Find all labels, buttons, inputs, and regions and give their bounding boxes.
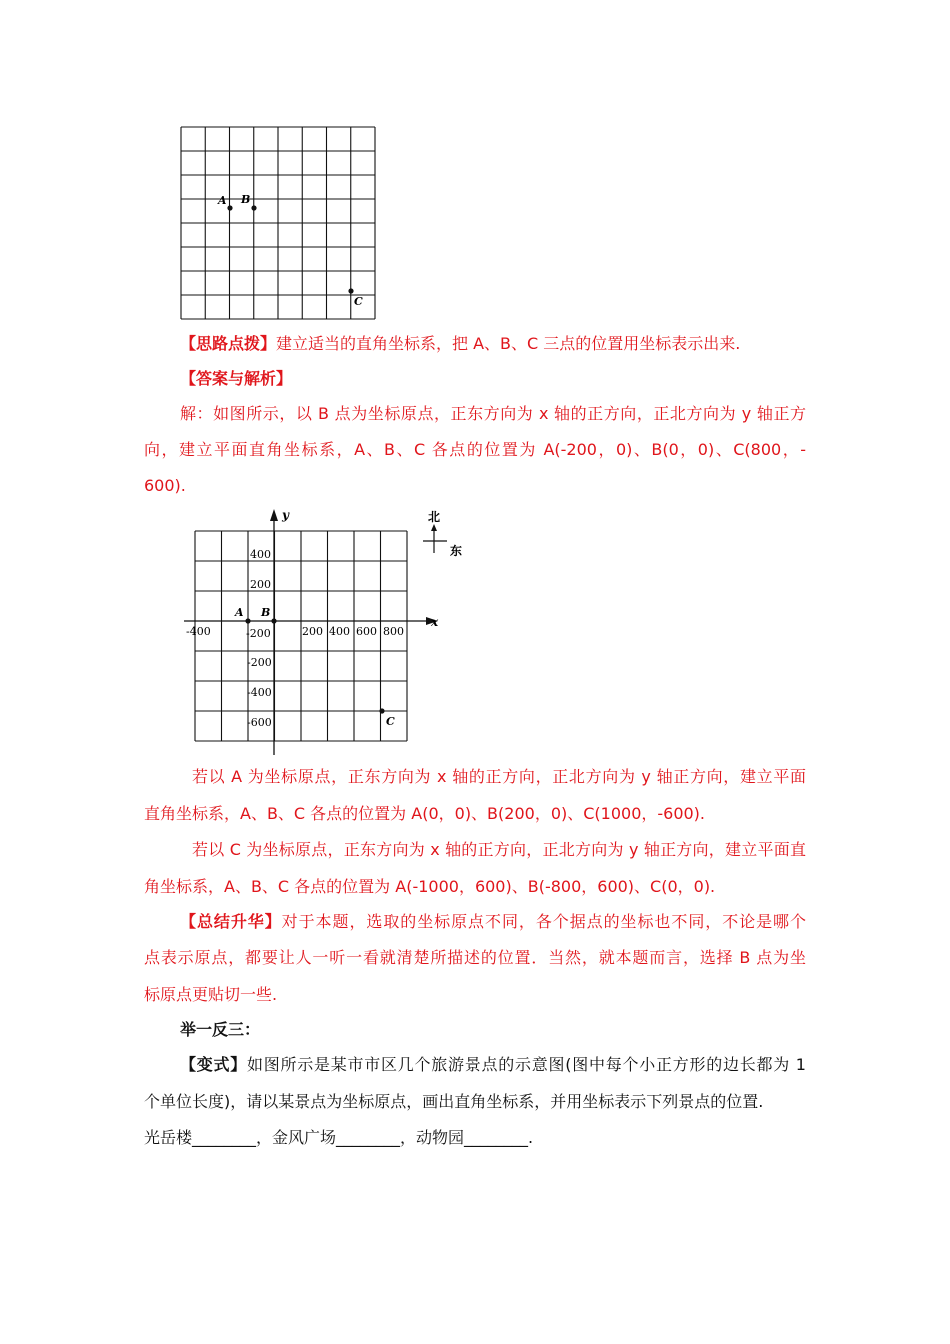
hint-text: 建立适当的直角坐标系，把 A、B、C 三点的位置用坐标表示出来. [276,334,741,353]
point-b-label: B [241,193,251,206]
practice-tag: 【变式】 [180,1055,247,1074]
alt1-line-1: 若以 A 为坐标原点，正东方向为 x 轴的正方向，正北方向为 y 轴正方向，建立平面 [192,767,806,786]
practice-line-2: 个单位长度)，请以某景点为坐标原点，画出直角坐标系，并用坐标表示下列景点的位置. [144,1092,764,1111]
coordinate-figure [176,505,476,755]
y-axis-arrow [270,509,278,521]
y-tick-label: -400 [247,686,272,699]
grid-lines [181,127,375,319]
point-a [227,205,232,210]
alt2-line-1: 若以 C 为坐标原点，正东方向为 x 轴的正方向，正北方向为 y 轴正方向，建立平面直 [192,840,806,859]
practice-text-1: 如图所示是某市市区几个旅游景点的示意图(图中每个小正方形的边长都为 1 [247,1055,806,1074]
point-c [348,288,353,293]
practice-line-3: 光岳楼________，金风广场________，动物园________. [144,1128,534,1147]
x-tick-label: -400 [186,625,211,638]
point-c-label: C [354,295,363,308]
summary-tag: 【总结升华】 [180,912,282,931]
answer-line-1: 解：如图所示，以 B 点为坐标原点，正东方向为 x 轴的正方向，正北方向为 y 轴正方 [180,404,806,423]
x-tick-label: 200 [302,625,323,638]
alt2-line-2: 角坐标系，A、B、C 各点的位置为 A(-1000，600)、B(-800，600)、C(0，0). [144,877,716,896]
hint-line [180,334,740,354]
point-b [271,618,276,623]
answer-tag: 【答案与解析】 [180,369,293,388]
x-tick-label: -200 [246,627,271,640]
y-tick-label: -200 [247,656,272,669]
answer-line-3: 600). [144,476,186,495]
point-b [251,205,256,210]
compass-north-arrow [431,524,437,531]
practice-heading: 举一反三： [180,1020,261,1039]
point-a-label: A [235,606,244,619]
point-a-label: A [218,194,227,207]
alt1-line-2: 直角坐标系，A、B、C 各点的位置为 A(0，0)、B(200，0)、C(1000，-600). [144,804,706,823]
summary-line-3: 标原点更贴切一些. [144,985,278,1004]
y-axis-label: y [282,508,289,522]
point-b-label: B [261,606,271,619]
practice-line-1 [180,1055,806,1075]
point-c-label: C [386,715,395,728]
x-axis-label: x [431,615,439,629]
summary-text-1: 对于本题，选取的坐标原点不同，各个据点的坐标也不同，不论是哪个 [281,912,806,931]
compass-north-label: 北 [428,510,441,524]
point-c [379,708,384,713]
compass-east-label: 东 [450,544,463,558]
point-a [245,618,250,623]
y-tick-label: 200 [250,578,271,591]
x-tick-label: 800 [383,625,404,638]
y-tick-label: -600 [247,716,272,729]
x-tick-label: 600 [356,625,377,638]
x-tick-label: 400 [329,625,350,638]
grid-figure-1 [178,124,380,324]
summary-line-1 [180,912,806,932]
hint-tag: 【思路点拨】 [180,334,277,353]
summary-line-2: 点表示原点，都要让人一听一看就清楚所描述的位置．当然，就本题而言，选择 B 点为坐 [144,948,806,967]
y-tick-label: 400 [250,548,271,561]
answer-line-2: 向，建立平面直角坐标系，A、B、C 各点的位置为 A(-200，0)、B(0，0)、C(800，- [144,440,806,459]
